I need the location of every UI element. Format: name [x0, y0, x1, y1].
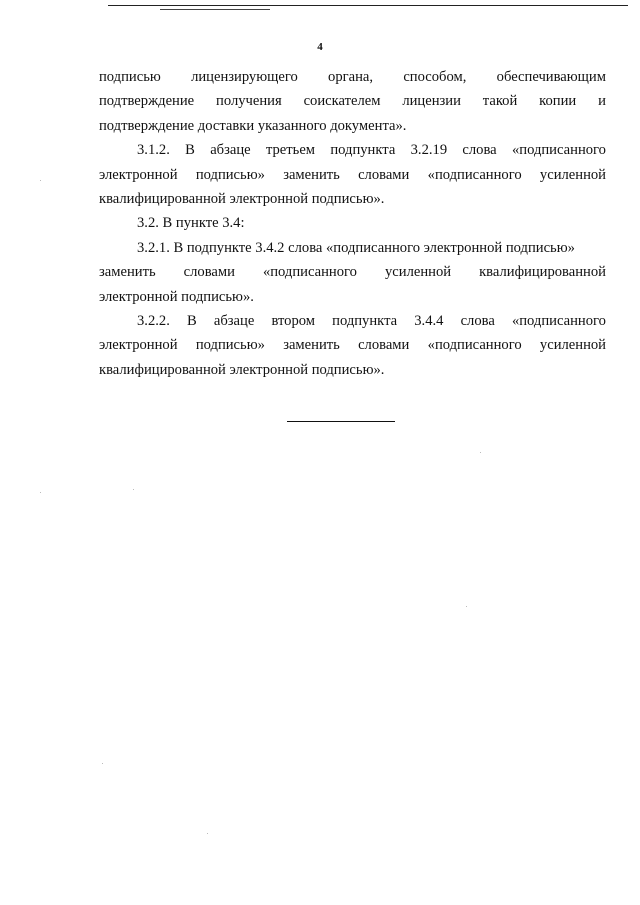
word: такой [482, 93, 518, 110]
word: подпункта [332, 312, 398, 329]
word: «подписанного [262, 264, 357, 281]
text-line [99, 358, 606, 382]
word: способом, [403, 69, 467, 85]
word: соискателем [303, 93, 381, 110]
word: В [185, 142, 195, 159]
word: «подписанного [427, 337, 522, 354]
scan-speck [480, 452, 481, 453]
word: и [598, 93, 606, 110]
word: заменить [99, 264, 156, 281]
word: 3.4.4 [414, 312, 444, 329]
scan-edge-rule-short [160, 9, 270, 10]
paragraph [99, 211, 606, 235]
text-line [99, 211, 606, 235]
scan-speck [102, 763, 103, 764]
paragraph [99, 236, 606, 309]
text-line [99, 89, 606, 113]
scan-speck [133, 489, 134, 490]
paragraph [99, 138, 606, 211]
text-line [99, 65, 606, 89]
word: усиленной [539, 166, 606, 183]
word: слова [460, 312, 495, 329]
word: усиленной [539, 337, 606, 354]
word: словами [358, 166, 410, 183]
word: третьем [265, 142, 316, 159]
word: абзаце [210, 142, 251, 159]
scan-speck [40, 492, 41, 493]
word: В [186, 312, 197, 329]
word: втором [271, 312, 315, 329]
word: «подписанного [511, 312, 606, 329]
text-line [99, 309, 606, 333]
word: заменить [283, 166, 340, 183]
word: обеспечивающим [496, 69, 606, 85]
word: «подписанного [427, 166, 522, 183]
word: электронной [99, 166, 178, 183]
paragraph [99, 309, 606, 382]
text-line [99, 285, 606, 309]
word: заменить [283, 337, 340, 354]
page-number: 4 [317, 41, 323, 53]
document-body [99, 65, 606, 382]
word: электронной подписью». [99, 288, 254, 305]
word: словами [183, 264, 235, 281]
word: 3.2.19 [410, 142, 448, 159]
scan-speck [207, 833, 208, 834]
word: 3.2. В пункте 3.4: [137, 215, 245, 232]
word: подписью» [195, 166, 265, 183]
closing-rule [287, 421, 395, 422]
paragraph [99, 65, 606, 138]
text-line [99, 236, 606, 260]
word: подписью [99, 69, 161, 85]
word: органа, [328, 69, 374, 85]
word: квалифицированной электронной подписью». [99, 361, 385, 378]
word: словами [358, 337, 410, 354]
word: слова [462, 142, 497, 159]
text-line [99, 163, 606, 187]
word: подтверждение [99, 93, 195, 110]
word: абзаце [213, 312, 255, 329]
word: подпункта [330, 142, 396, 159]
word: получения [216, 93, 282, 110]
word: 3.1.2. [137, 142, 170, 159]
text-line [99, 114, 606, 138]
text-line [99, 187, 606, 211]
text-line [99, 260, 606, 284]
word: подтверждение доставки указанного документа». [99, 117, 407, 134]
word: копии [539, 93, 577, 110]
text-line [99, 333, 606, 357]
word: 3.2.2. [137, 312, 170, 329]
word: лицензирующего [191, 69, 298, 85]
scan-edge-rule [108, 5, 628, 6]
word: электронной [99, 337, 178, 354]
word: «подписанного [511, 142, 606, 159]
word: подписью» [195, 337, 265, 354]
word: квалифицированной [479, 264, 606, 281]
word: квалифицированной электронной подписью». [99, 190, 385, 207]
word: 3.2.1. В подпункте 3.4.2 слова «подписанного электронной подписью» [137, 239, 575, 256]
word: лицензии [402, 93, 461, 110]
scan-speck [40, 180, 41, 181]
text-line [99, 138, 606, 162]
scan-speck [466, 606, 467, 607]
word: усиленной [384, 264, 452, 281]
